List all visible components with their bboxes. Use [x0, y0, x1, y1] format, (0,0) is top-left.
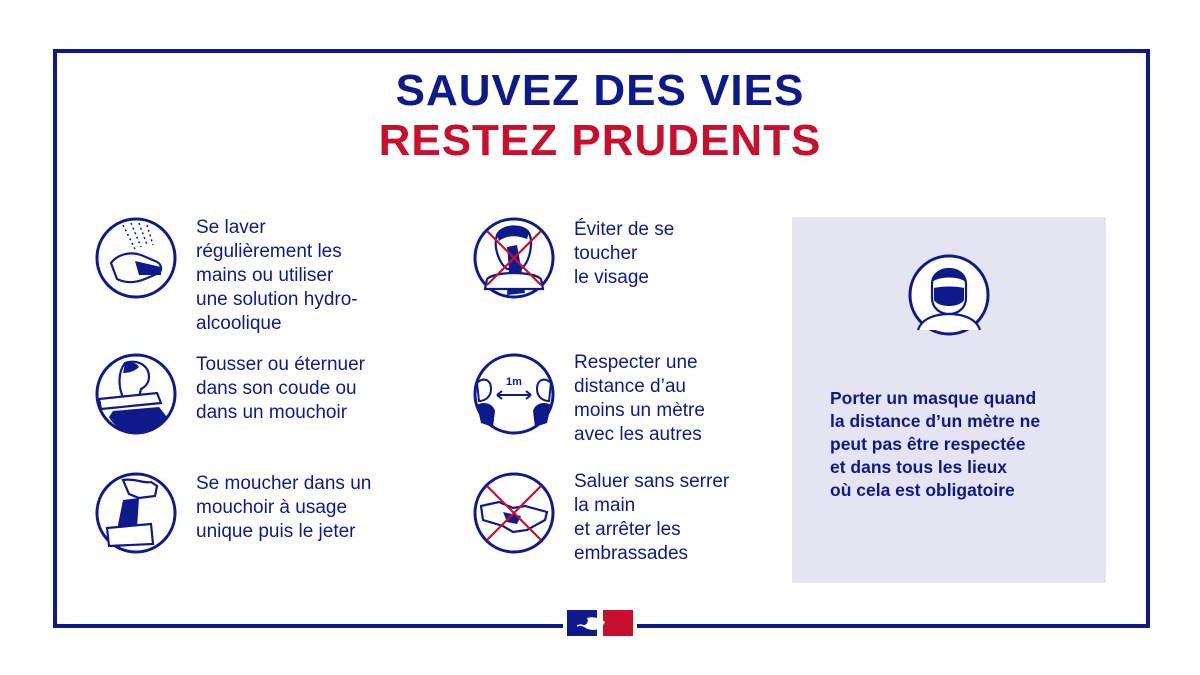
- distance-icon: [473, 353, 555, 435]
- mask-panel-text: Porter un masque quand la distance d’un mètre ne peut pas être respectée et dans tous les lieux où cela est obligatoire: [830, 388, 1041, 500]
- measure-text-handshake: Saluer sans serrer la main et arrêter les embrassades: [574, 471, 730, 564]
- measure-text-distance: Respecter une distance d’au moins un mètre avec les autres: [574, 352, 705, 445]
- title-line-1: SAUVEZ DES VIES: [395, 66, 805, 115]
- wash-hands-icon: [95, 217, 177, 299]
- no-handshake-icon: [473, 472, 555, 554]
- mask-icon: [908, 254, 990, 336]
- distance-badge: 1m: [506, 376, 522, 388]
- title-line-2: RESTEZ PRUDENTS: [378, 116, 822, 165]
- no-face-touch-icon: [473, 217, 555, 299]
- tissue-icon: [95, 472, 177, 554]
- marianne-logo: [563, 608, 637, 638]
- measure-text-tissue: Se moucher dans un mouchoir à usage unique puis le jeter: [196, 473, 372, 542]
- measure-text-face: Éviter de se toucher le visage: [574, 219, 675, 288]
- mask-panel: [792, 217, 1106, 583]
- cough-elbow-icon: [95, 353, 177, 435]
- measure-text-wash-hands: Se laver régulièrement les mains ou utiliser une solution hydro- alcoolique: [196, 217, 358, 334]
- measure-text-cough: Tousser ou éternuer dans son coude ou dans un mouchoir: [196, 354, 365, 423]
